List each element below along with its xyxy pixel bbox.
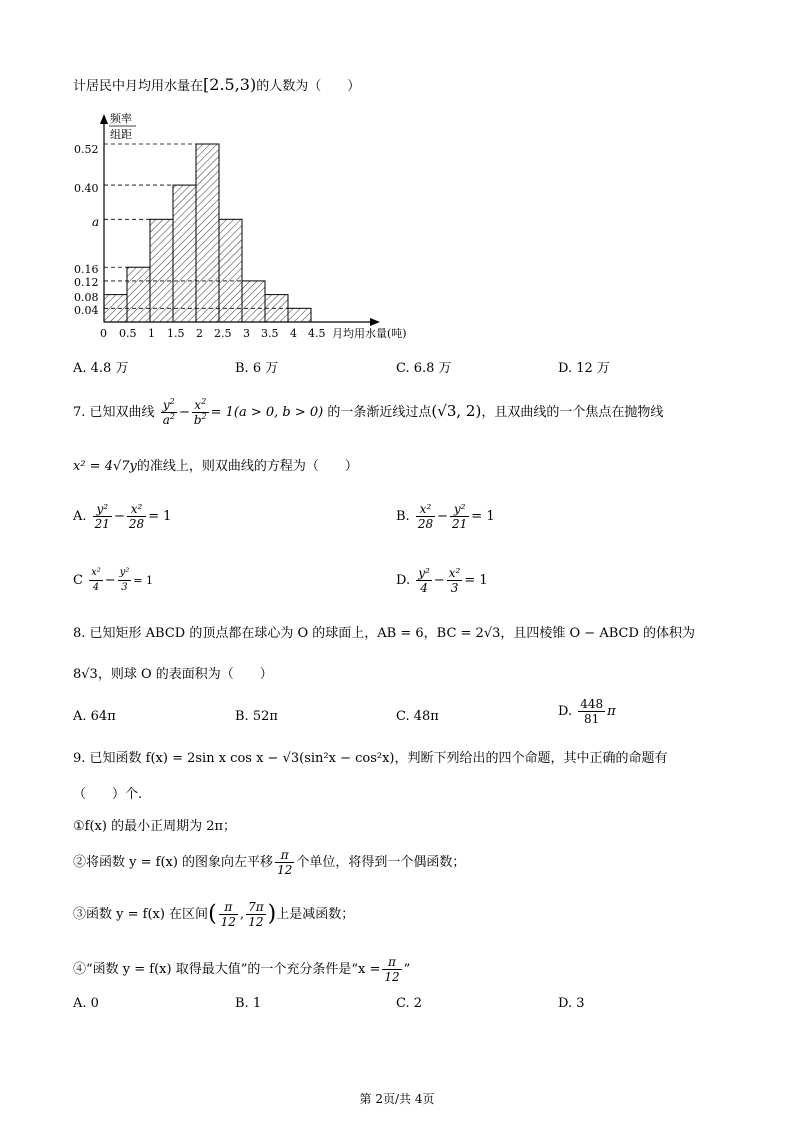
x-tick-3: 3 (243, 327, 250, 340)
q9-option-c[interactable]: C. 2 (396, 996, 423, 1011)
histogram-bar (242, 281, 265, 322)
ylabel-top: 频率 (110, 112, 132, 125)
x-tick-4.5: 4.5 (308, 327, 326, 340)
q8-option-a[interactable]: A. 64π (73, 709, 116, 724)
x-axis-label: 月均用水量(吨) (332, 327, 407, 340)
x-tick-4: 4 (290, 327, 297, 340)
histogram-chart (60, 110, 450, 345)
q9-option-b[interactable]: B. 1 (235, 996, 262, 1011)
q7-option-a[interactable]: A. $\frac{\text{y²}}{21}$ − $\frac{\text{x²}}{28}$ = 1 (73, 502, 172, 531)
interval-text: [2.5,3) (203, 75, 257, 94)
q7-stem-line2: x² = 4√7y的准线上，则双曲线的方程为（ ） (73, 459, 358, 474)
x-tick-3.5: 3.5 (261, 327, 279, 340)
x-tick-2: 2 (196, 327, 203, 340)
q9-option-d[interactable]: D. 3 (558, 996, 585, 1011)
q7-option-d[interactable]: D. $\frac{\text{y²}}{4}$ − $\frac{\text{x²}}{3}$ = 1 (396, 566, 488, 595)
y-tick-0.12: 0.12 (74, 276, 99, 289)
q6-option-d[interactable]: D. 12 万 (558, 361, 610, 376)
q8-option-d[interactable]: D. $\frac{448}{81}$ π (558, 697, 616, 726)
ylabel-bottom: 组距 (110, 128, 132, 141)
histogram-bar (127, 267, 150, 322)
frac-y2-a2: $\frac{y^2}{a^2}$ (162, 397, 175, 427)
q9-stem-line2: （ ）个. (73, 787, 143, 802)
q8-option-b[interactable]: B. 52π (235, 709, 278, 724)
histogram-bar (173, 185, 196, 322)
q8-stem-line1: 8. 已知矩形 ABCD 的顶点都在球心为 O 的球面上，AB = 6，BC = 2√3，且四棱锥 O − ABCD 的体积为 (73, 626, 696, 641)
x-axis-arrow (370, 318, 380, 326)
q7-option-c[interactable]: C $\frac{\text{x²}}{4}$ − $\frac{\text{y²}}{3}$ = 1 (73, 567, 154, 593)
y-tick-0.40: 0.40 (74, 182, 99, 195)
q7-option-b[interactable]: B. $\frac{\text{x²}}{28}$ − $\frac{\text{y²}}{21}$ = 1 (396, 502, 495, 531)
q8-stem-line2: 8√3，则球 O 的表面积为（ ） (73, 667, 273, 682)
y-tick-a: a (92, 215, 100, 229)
histogram-bar (196, 144, 219, 322)
x-tick-2.5: 2.5 (214, 327, 232, 340)
q9-option-a[interactable]: A. 0 (73, 996, 99, 1011)
histogram-bar (288, 308, 311, 322)
x-tick-1: 1 (148, 327, 155, 340)
q6-option-b[interactable]: B. 6 万 (235, 361, 279, 376)
q9-proposition-2: ②将函数 y = f(x) 的图象向左平移 $\frac{\pi}{12}$ 个单位，将得到一个偶函数； (73, 848, 466, 877)
q9-proposition-1: ①f(x) 的最小正周期为 2π； (73, 819, 237, 834)
q8-option-c[interactable]: C. 48π (396, 709, 439, 724)
page-footer: 第 2页/共 4页 (359, 1092, 435, 1106)
x-tick-origin: 0 (100, 327, 107, 340)
q6-question-tail: 计居民中月均用水量在[2.5,3)的人数为（ ） (73, 75, 361, 94)
point-text: (√3, 2) (431, 402, 482, 420)
q9-proposition-3: ③函数 y = f(x) 在区间( $\frac{\pi}{12}$ , $\frac{7\pi}{12}$ )上是减函数； (73, 900, 355, 929)
q9-proposition-4: ④“函数 y = f(x) 取得最大值”的一个充分条件是“x = $\frac{\pi}{12}$ ” (73, 955, 411, 984)
frac-x2-b2: $\frac{x^2}{b^2}$ (193, 397, 207, 427)
q9-stem-line1: 9. 已知函数 f(x) = 2sin x cos x − √3(sin²x − cos²x)，判断下列给出的四个命题，其中正确的命题有 (73, 751, 668, 766)
q6-option-c[interactable]: C. 6.8 万 (396, 361, 452, 376)
y-tick-0.04: 0.04 (74, 304, 99, 317)
y-tick-0.08: 0.08 (74, 291, 99, 304)
x-tick-0.5: 0.5 (119, 327, 137, 340)
histogram-bar (150, 219, 173, 322)
q6-option-a[interactable]: A. 4.8 万 (73, 361, 129, 376)
histogram-bar (219, 219, 242, 322)
y-axis-arrow (100, 114, 108, 124)
y-tick-0.52: 0.52 (74, 143, 99, 156)
x-tick-1.5: 1.5 (167, 327, 185, 340)
y-tick-0.16: 0.16 (74, 263, 99, 276)
q7-stem-line1: 7. 已知双曲线 $\frac{y^2}{a^2}$ − $\frac{x^2}{b^2}$ = 1(a > 0, b > 0) 的一条渐近线过点(√3, 2)，且双曲线的一个焦点在抛物线 (73, 397, 664, 427)
